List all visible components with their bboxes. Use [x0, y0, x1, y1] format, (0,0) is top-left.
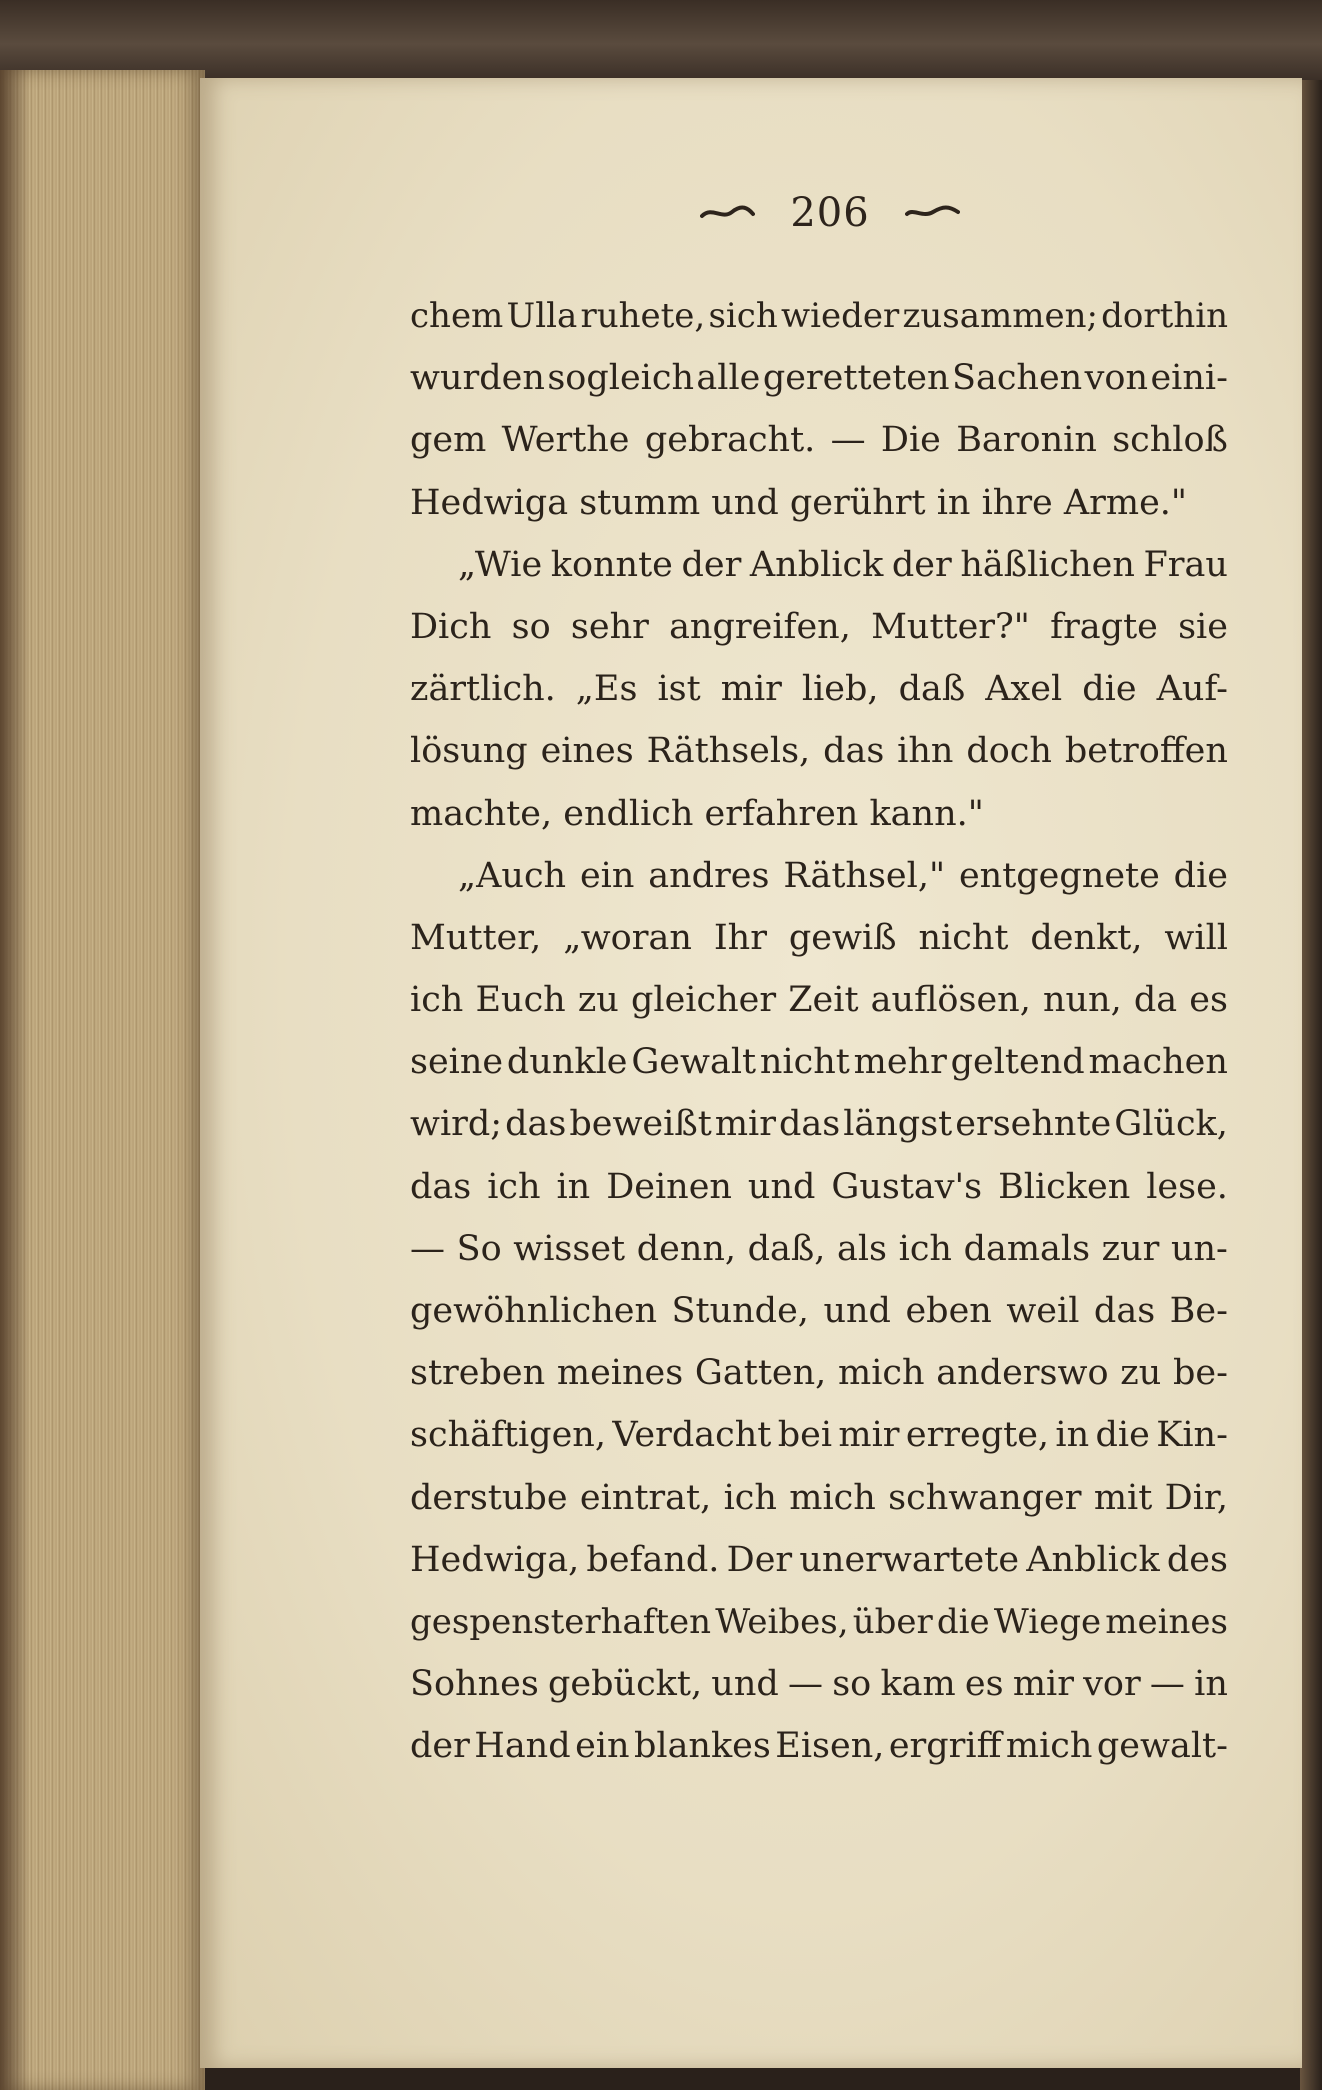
text-line: der Hand ein blankes Eisen, ergriff mich gewalt-	[410, 1726, 1228, 1767]
text-line: gespensterhaften Weibes, über die Wiege meines	[410, 1601, 1228, 1642]
text-line: derstube eintrat, ich mich schwanger mit Dir,	[410, 1477, 1228, 1518]
page-edges	[0, 70, 205, 2090]
text-line: Dich so sehr angreifen, Mutter?" fragte sie	[410, 606, 1228, 647]
body-text	[410, 285, 1228, 1778]
running-header	[700, 190, 960, 236]
text-line: Hedwiga stumm und gerührt in ihre Arme."	[410, 482, 1188, 523]
text-line: das ich in Deinen und Gustav's Blicken lese.	[410, 1166, 1228, 1207]
text-line: wurden sogleich alle geretteten Sachen von eini-	[410, 358, 1228, 399]
text-line: seine dunkle Gewalt nicht mehr geltend machen	[410, 1042, 1228, 1083]
right-flourish-icon	[905, 204, 960, 222]
text-line: „Wie konnte der Anblick der häßlichen Frau	[458, 544, 1228, 585]
text-line: wird; das beweißt mir das längst ersehnte Glück,	[410, 1104, 1228, 1145]
text-line: gewöhnlichen Stunde, und eben weil das Be-	[410, 1291, 1228, 1331]
text-line: chem Ulla ruhete, sich wieder zusammen; dorthin	[410, 296, 1228, 336]
text-line: Sohnes gebückt, und — so kam es mir vor — in	[410, 1664, 1228, 1705]
text-line: Mutter, „woran Ihr gewiß nicht denkt, will	[410, 917, 1228, 958]
text-line: lösung eines Räthsels, das ihn doch betroffen	[410, 731, 1228, 772]
page-number: 206	[790, 190, 870, 236]
book-cover-top	[0, 0, 1322, 80]
text-line: gem Werthe gebracht. — Die Baronin schloß	[410, 420, 1228, 461]
book-binding-edge	[1300, 80, 1322, 2090]
text-line: machte, endlich erfahren kann."	[410, 793, 984, 834]
text-line: zärtlich. „Es ist mir lieb, daß Axel die Auf-	[410, 669, 1228, 710]
text-line: — So wisset denn, daß, als ich damals zur un-	[410, 1228, 1228, 1269]
text-line: ich Euch zu gleicher Zeit auflösen, nun, da es	[410, 980, 1228, 1021]
text-line: schäftigen, Verdacht bei mir erregte, in die Kin-	[410, 1415, 1228, 1456]
text-line: Hedwiga, befand. Der unerwartete Anblick des	[410, 1539, 1228, 1580]
text-line: „Auch ein andres Räthsel," entgegnete die	[458, 855, 1228, 896]
text-line: streben meines Gatten, mich anderswo zu be-	[410, 1353, 1228, 1394]
left-flourish-icon	[700, 204, 755, 222]
